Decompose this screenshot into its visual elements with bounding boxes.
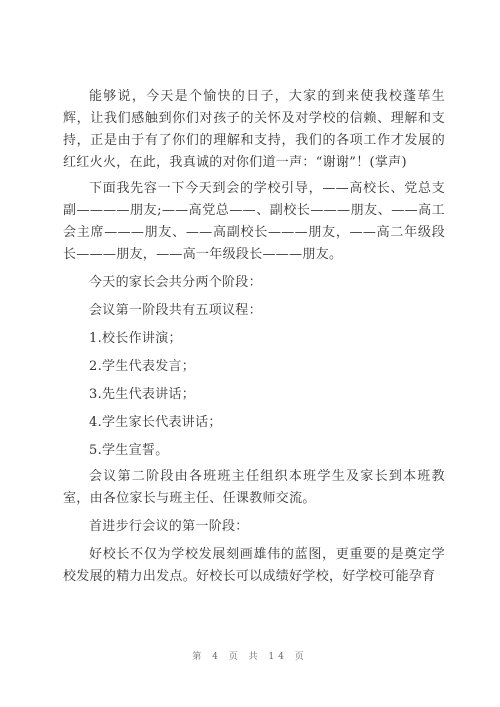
paragraph-good-principal: 好校长不仅为学校发展刻画雄伟的蓝图，更重要的是奠定学校发展的精力出发点。好校长可以成绩好学校，好学校可能孕育 [63,547,445,584]
paragraph-first-stage-agenda: 会议第一阶段共有五项议程： [89,303,262,318]
paragraph-begin-first-stage: 首进步行会议的第一阶段： [89,519,249,534]
page-number-footer: 第 4 页 共 14 页 [192,652,308,662]
agenda-item-3: 3.先生代表讲话； [89,387,196,402]
paragraph-introductions: 下面我先容一下今天到会的学校引导，——高校长、党总支副————朋友;——高党总——、副校长———朋友、——高工会主席———朋友、——高副校长———朋友，——高二年级段长———朋友，——高一年级段长———朋友。 [63,181,445,262]
agenda-item-5: 5.学生宣誓。 [89,443,169,458]
paragraph-stages: 今天的家长会共分两个阶段： [89,275,262,290]
paragraph-second-stage: 会议第二阶段由各班班主任组织本班学生及家长到本班教室，由各位家长与班主任、任课教师交流。 [63,469,445,506]
paragraph-welcome: 能够说，今天是个愉快的日子，大家的到来使我校蓬荜生辉，让我们感触到你们对孩子的关怀及对学校的信赖、理解和支持，正是由于有了你们的理解和支持，我们的各项工作才发展的红红火火，在此，我真诚的对你们道一声：“谢谢”！(掌声) [63,89,445,170]
agenda-item-2: 2.学生代表发言； [89,359,196,374]
agenda-item-1: 1.校长作讲演； [89,331,182,346]
document-body [63,86,445,588]
agenda-item-4: 4.学生家长代表讲话； [89,415,222,430]
